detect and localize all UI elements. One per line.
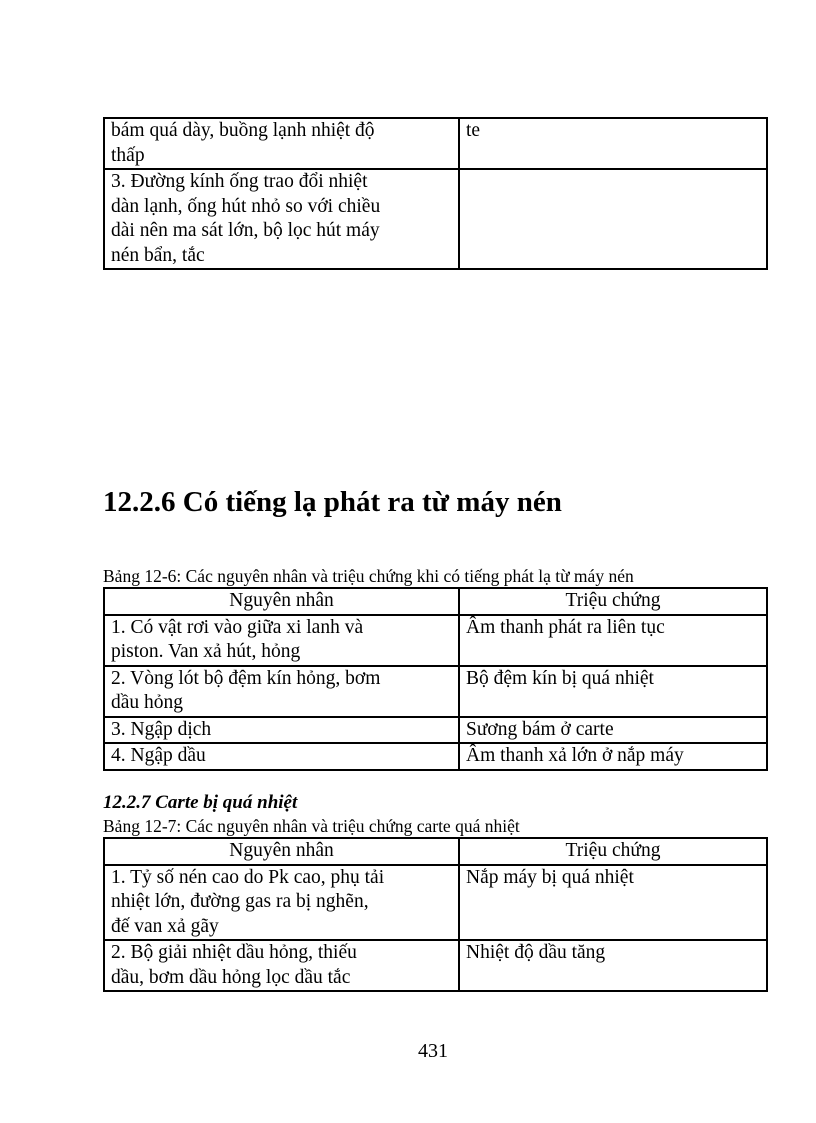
table-row xyxy=(104,118,767,169)
table-12-7 xyxy=(103,837,768,992)
symptom-cell: Nhiệt độ dầu tăng xyxy=(459,940,767,991)
column-header-cause: Nguyên nhân xyxy=(104,588,459,615)
cause-cell: 1. Có vật rơi vào giữa xi lanh và piston. Van xả hút, hỏng xyxy=(104,615,459,666)
table-row xyxy=(104,865,767,941)
cause-cell: 2. Bộ giải nhiệt dầu hỏng, thiếu dầu, bơm dầu hỏng lọc dầu tắc xyxy=(104,940,459,991)
table-header-row xyxy=(104,838,767,865)
table-header-row xyxy=(104,588,767,615)
symptom-cell: Âm thanh xả lớn ở nắp máy xyxy=(459,743,767,770)
column-header-cause: Nguyên nhân xyxy=(104,838,459,865)
table-row xyxy=(104,940,767,991)
page-number: 431 xyxy=(418,1040,448,1062)
table-row xyxy=(104,666,767,717)
cause-cell: 1. Tỷ số nén cao do Pk cao, phụ tải nhiệt lớn, đường gas ra bị nghẽn, đế van xả gãy xyxy=(104,865,459,941)
section-heading: 12.2.6 Có tiếng lạ phát ra từ máy nén xyxy=(103,486,562,518)
symptom-cell: Sương bám ở carte xyxy=(459,717,767,744)
table-row xyxy=(104,743,767,770)
symptom-cell: te xyxy=(459,118,767,169)
symptom-cell: Nắp máy bị quá nhiệt xyxy=(459,865,767,941)
symptom-cell: Bộ đệm kín bị quá nhiệt xyxy=(459,666,767,717)
symptom-cell: Âm thanh phát ra liên tục xyxy=(459,615,767,666)
cause-cell: bám quá dày, buồng lạnh nhiệt độ thấp xyxy=(104,118,459,169)
cause-cell: 2. Vòng lót bộ đệm kín hỏng, bơm dầu hỏng xyxy=(104,666,459,717)
table-row xyxy=(104,717,767,744)
table-caption: Bảng 12-6: Các nguyên nhân và triệu chứng khi có tiếng phát lạ từ máy nén xyxy=(103,566,634,586)
cause-cell: 4. Ngập dầu xyxy=(104,743,459,770)
table-row xyxy=(104,169,767,269)
table-12-6 xyxy=(103,587,768,771)
symptom-cell xyxy=(459,169,767,269)
continued-table xyxy=(103,117,768,270)
column-header-symptom: Triệu chứng xyxy=(459,588,767,615)
cause-cell: 3. Đường kính ống trao đổi nhiệt dàn lạnh, ống hút nhỏ so với chiều dài nên ma sát lớn, bộ lọc hút máy nén bẩn, tắc xyxy=(104,169,459,269)
cause-cell: 3. Ngập dịch xyxy=(104,717,459,744)
table-row xyxy=(104,615,767,666)
subsection-heading: 12.2.7 Carte bị quá nhiệt xyxy=(103,792,298,813)
table-caption: Bảng 12-7: Các nguyên nhân và triệu chứng carte quá nhiệt xyxy=(103,816,520,836)
column-header-symptom: Triệu chứng xyxy=(459,838,767,865)
